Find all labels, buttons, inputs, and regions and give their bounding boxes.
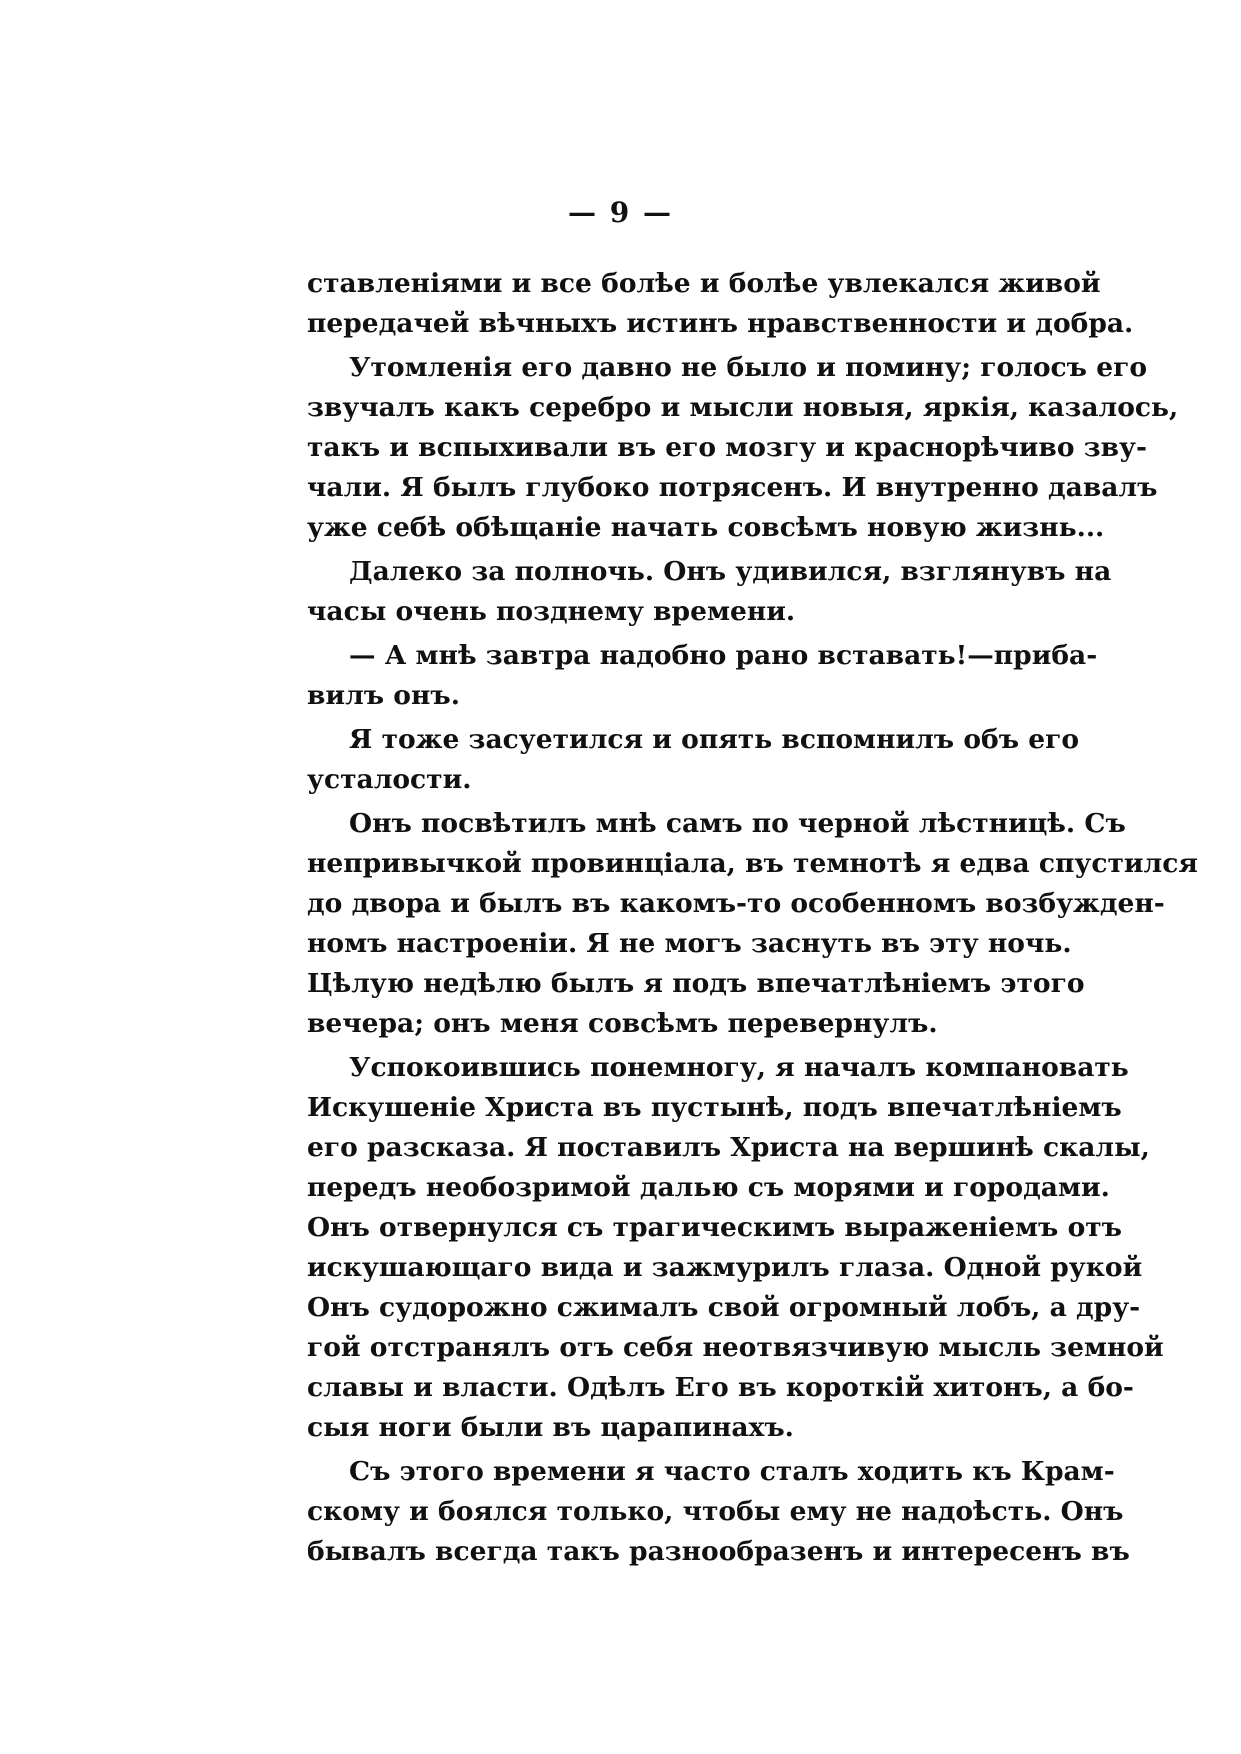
paragraph xyxy=(307,1452,1130,1572)
text-line: передъ необозримой далью съ морями и городами. xyxy=(307,1172,1110,1203)
text-line: Онъ судорожно сжималъ свой огромный лобъ, а дру- xyxy=(307,1292,1141,1323)
text-line: сыя ноги были въ царапинахъ. xyxy=(307,1412,794,1443)
text-line: гой отстранялъ отъ себя неотвязчивую мысль земной xyxy=(307,1332,1164,1363)
text-line: Цѣлую недѣлю былъ я подъ впечатлѣніемъ этого xyxy=(307,968,1085,999)
text-line: вечера; онъ меня совсѣмъ перевернулъ. xyxy=(307,1008,938,1039)
text-line: часы очень позднему времени. xyxy=(307,596,796,627)
text-line: усталости. xyxy=(307,764,472,795)
page-number: — 9 — xyxy=(568,196,673,229)
text-line: чали. Я былъ глубоко потрясенъ. И внутренно давалъ xyxy=(307,472,1158,503)
text-line: Съ этого времени я часто сталъ ходить къ Крам- xyxy=(349,1456,1115,1487)
text-line: номъ настроеніи. Я не могъ заснуть въ эту ночь. xyxy=(307,928,1072,959)
text-line: до двора и былъ въ какомъ-то особенномъ возбужден- xyxy=(307,888,1165,919)
text-line: — А мнѣ завтра надобно рано вставать!—приба- xyxy=(349,640,1098,671)
text-line: скому и боялся только, чтобы ему не надоѣсть. Онъ xyxy=(307,1496,1124,1527)
text-line: бывалъ всегда такъ разнообразенъ и интересенъ въ xyxy=(307,1536,1130,1567)
text-line: вилъ онъ. xyxy=(307,680,460,711)
text-line: звучалъ какъ серебро и мысли новыя, яркія, казалось, xyxy=(307,392,1179,423)
paragraph xyxy=(307,1048,1164,1448)
text-line: его разсказа. Я поставилъ Христа на вершинѣ скалы, xyxy=(307,1132,1150,1163)
text-line: уже себѣ обѣщаніе начать совсѣмъ новую жизнь... xyxy=(307,512,1105,543)
text-line: ставленіями и все болѣе и болѣе увлекался живой xyxy=(307,268,1101,299)
text-line: Онъ отвернулся съ трагическимъ выраженіемъ отъ xyxy=(307,1212,1122,1243)
text-line: Онъ посвѣтилъ мнѣ самъ по черной лѣстницѣ. Съ xyxy=(349,808,1126,839)
text-line: непривычкой провинціала, въ темнотѣ я едва спустился xyxy=(307,848,1198,879)
text-line: Успокоившись понемногу, я началъ компановать xyxy=(349,1052,1129,1083)
text-line: Утомленія его давно не было и помину; голосъ его xyxy=(349,352,1148,383)
text-line: славы и власти. Одѣлъ Его въ короткій хитонъ, а бо- xyxy=(307,1372,1134,1403)
paragraph xyxy=(307,552,1112,632)
text-line: Далеко за полночь. Онъ удивился, взглянувъ на xyxy=(349,556,1112,587)
paragraph xyxy=(307,636,1098,716)
text-line: искушающаго вида и зажмурилъ глаза. Одной рукой xyxy=(307,1252,1143,1283)
text-line: Искушеніе Христа въ пустынѣ, подъ впечатлѣніемъ xyxy=(307,1092,1122,1123)
text-line: такъ и вспыхивали въ его мозгу и краснорѣчиво зву- xyxy=(307,432,1148,463)
text-line: передачей вѣчныхъ истинъ нравственности и добра. xyxy=(307,308,1134,339)
paragraph xyxy=(307,720,1080,800)
paragraph xyxy=(307,348,1179,548)
body-text xyxy=(307,264,1198,1576)
text-line: Я тоже засуетился и опять вспомнилъ объ его xyxy=(349,724,1080,755)
paragraph xyxy=(307,264,1134,344)
paragraph xyxy=(307,804,1198,1044)
